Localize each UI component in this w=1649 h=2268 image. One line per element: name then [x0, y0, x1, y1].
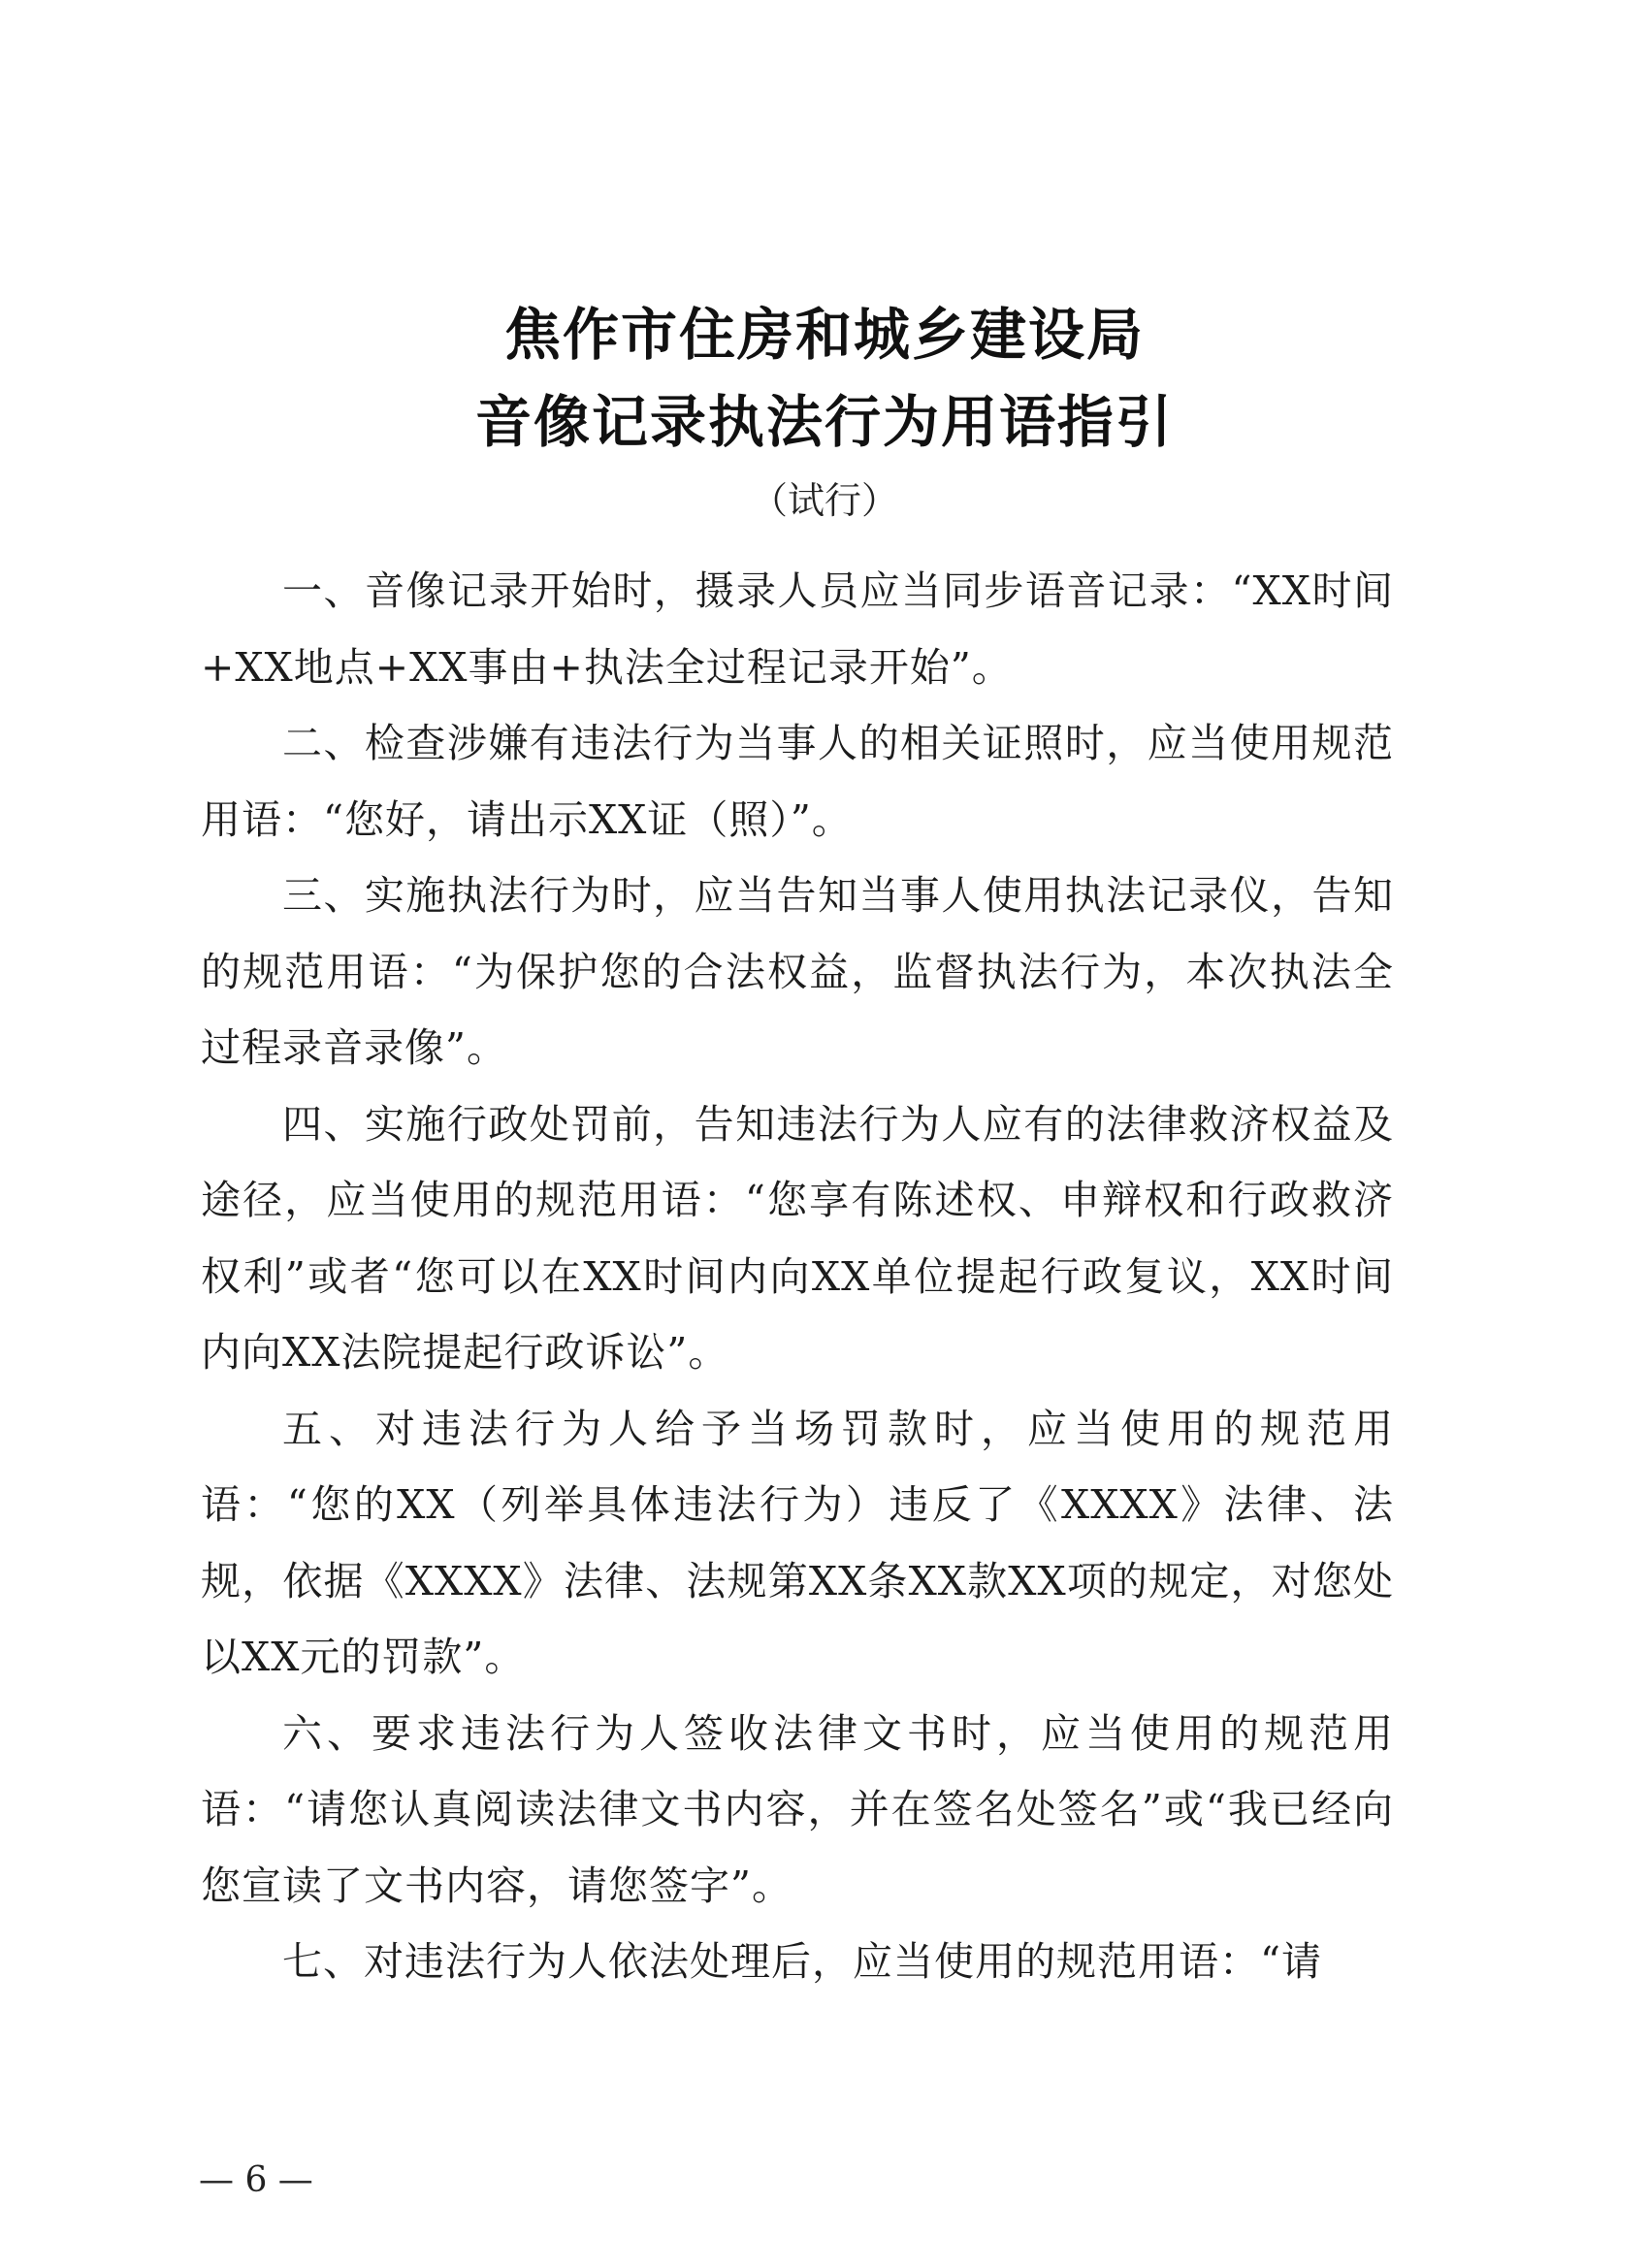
paragraph-5: 五、对违法行为人给予当场罚款时，应当使用的规范用语：“您的XX（列举具体违法行为）违反了《XXXX》法律、法规，依据《XXXX》法律、法规第XX条XX款XX项的规定，对您处以XX元的罚款”。	[201, 1405, 1394, 1680]
document-body	[201, 553, 1394, 2000]
title-block	[0, 291, 1649, 530]
paragraph-6: 六、要求违法行为人签收法律文书时，应当使用的规范用语：“请您认真阅读法律文书内容，并在签名处签名”或“我已经向您宣读了文书内容，请您签字”。	[201, 1709, 1394, 1909]
paragraph-1: 一、音像记录开始时，摄录人员应当同步语音记录：“XX时间+XX地点+XX事由+执法全过程记录开始”。	[201, 567, 1394, 691]
document-title-line-1: 焦作市住房和城乡建设局	[503, 302, 1145, 368]
document-subtitle: （试行）	[750, 479, 898, 522]
page-number: — 6 —	[199, 2160, 313, 2200]
paragraph-7: 七、对违法行为人依法处理后，应当使用的规范用语：“请	[282, 1938, 1322, 1985]
paragraph-3: 三、实施执法行为时，应当告知当事人使用执法记录仪，告知的规范用语：“为保护您的合法权益，监督执法行为，本次执法全过程录音录像”。	[201, 872, 1394, 1071]
paragraph-4: 四、实施行政处罚前，告知违法行为人应有的法律救济权益及途径，应当使用的规范用语：“您享有陈述权、申辩权和行政救济权利”或者“您可以在XX时间内向XX单位提起行政复议，XX时间内向XX法院提起行政诉讼”。	[201, 1100, 1394, 1376]
document-title-line-2: 音像记录执法行为用语指引	[474, 389, 1174, 455]
paragraph-2: 二、检查涉嫌有违法行为当事人的相关证照时，应当使用规范用语：“您好，请出示XX证（照）”。	[201, 720, 1394, 843]
